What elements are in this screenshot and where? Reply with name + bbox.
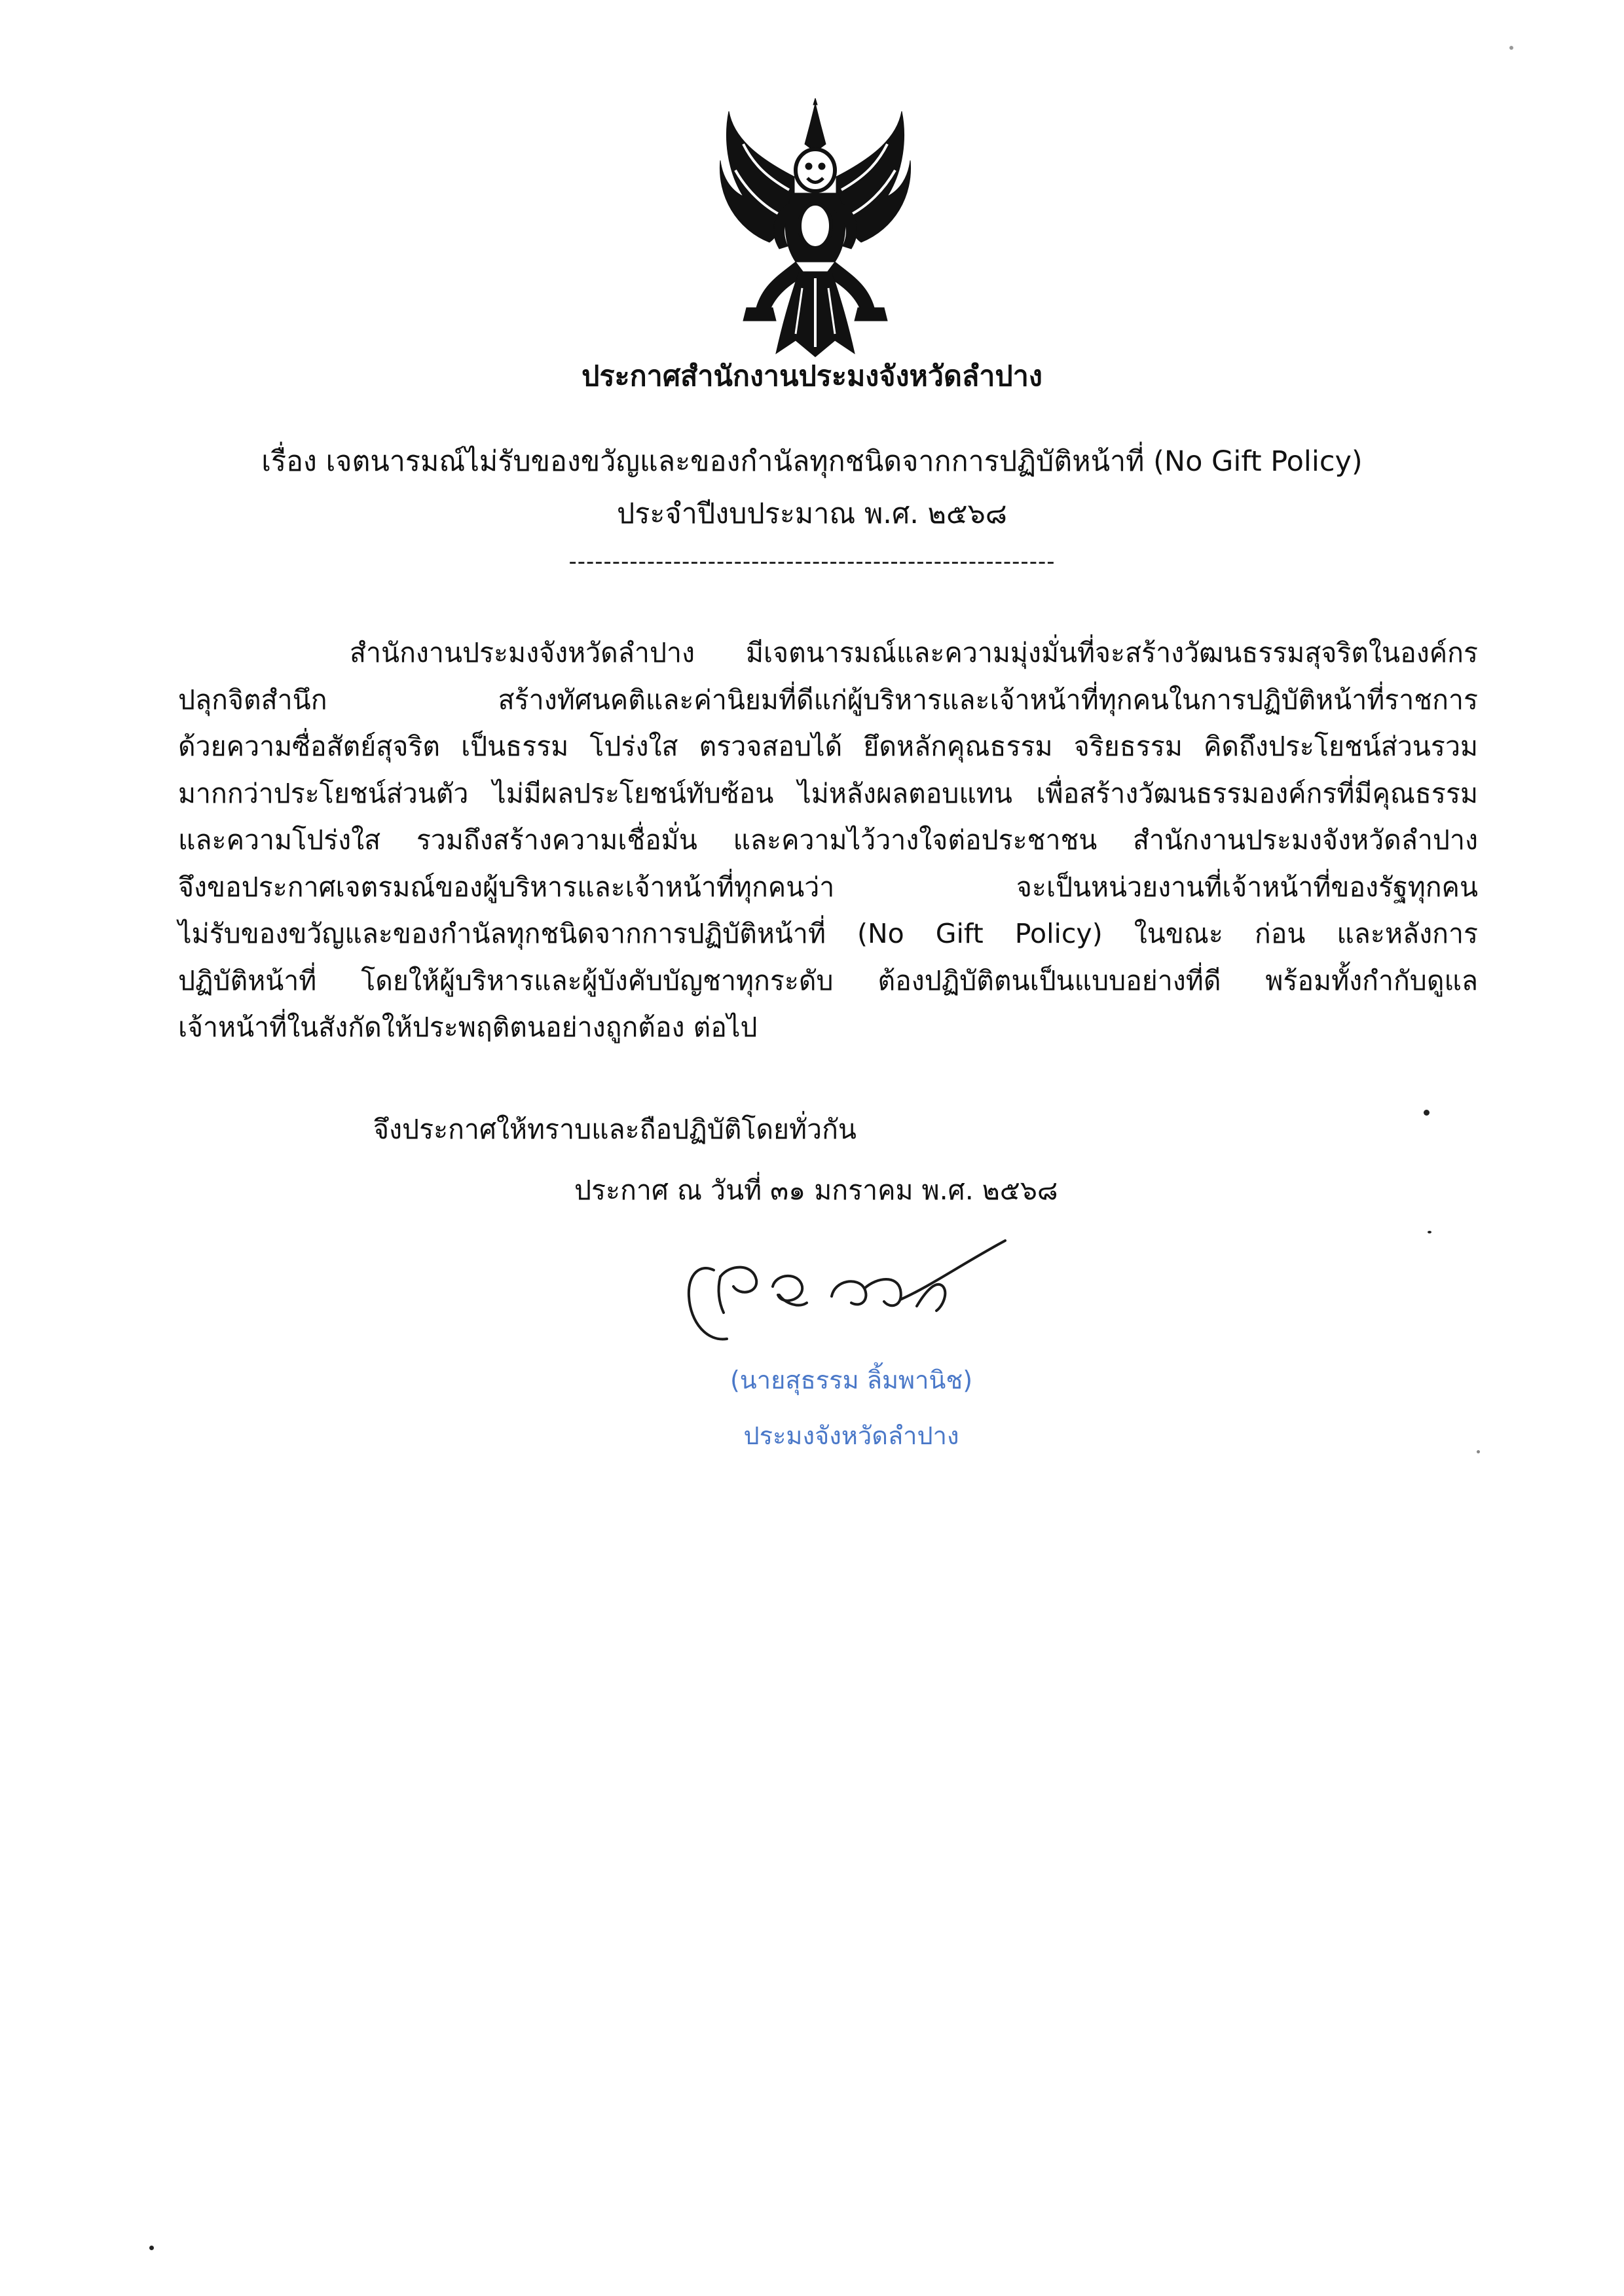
closing-statement: จึงประกาศให้ทราบและถือปฏิบัติโดยทั่วกัน: [373, 1114, 857, 1145]
signer-name: (นายสุธรรม ลิ้มพานิช): [729, 1366, 973, 1394]
body-line: ปฏิบัติหน้าที่ โดยให้ผู้บริหารและผู้บังคับบัญชาทุกระดับ ต้องปฏิบัติตนเป็นแบบอย่างที่ดี พร้อมทั้งกำกับดูแล: [178, 964, 1478, 996]
body-paragraph: [178, 630, 1478, 1051]
announcement-title: ประกาศสำนักงานประมงจังหวัดลำปาง: [581, 360, 1043, 393]
scan-speck: [1477, 1450, 1480, 1453]
scan-speck: [1428, 1231, 1431, 1233]
header-divider: --------------------------------------------------------: [568, 549, 1056, 575]
body-line: ไม่รับของขวัญและของกำนัลทุกชนิดจากการปฏิบัติหน้าที่ (No Gift Policy) ในขณะ ก่อน และหลังการ: [178, 918, 1478, 949]
body-line: สำนักงานประมงจังหวัดลำปาง มีเจตนารมณ์และความมุ่งมั่นที่จะสร้างวัฒนธรรมสุจริตในองค์กร: [350, 637, 1478, 668]
body-line: และความโปร่งใส รวมถึงสร้างความเชื่อมั่น และความไว้วางใจต่อประชาชน สำนักงานประมงจังหวัดลำปาง: [178, 824, 1478, 856]
body-line: เจ้าหน้าที่ในสังกัดให้ประพฤติตนอย่างถูกต้อง ต่อไป: [178, 1011, 758, 1043]
signer-title: ประมงจังหวัดลำปาง: [743, 1421, 959, 1450]
announcement-date: ประกาศ ณ วันที่ ๓๑ มกราคม พ.ศ. ๒๕๖๘: [574, 1175, 1058, 1206]
scan-speck: [1424, 1110, 1430, 1116]
body-line: มากกว่าประโยชน์ส่วนตัว ไม่มีผลประโยชน์ทับซ้อน ไม่หลังผลตอบแทน เพื่อสร้างวัฒนธรรมองค์กรที่มีคุณธรรม: [178, 777, 1478, 809]
handwritten-signature: [668, 1224, 1035, 1355]
garuda-emblem-icon: [717, 98, 913, 360]
body-line: ปลุกจิตสำนึก สร้างทัศนคติและค่านิยมที่ดีแก่ผู้บริหารและเจ้าหน้าที่ทุกคนในการปฏิบัติหน้าที่ราชการ: [178, 683, 1478, 716]
announcement-subject: เรื่อง เจตนารมณ์ไม่รับของขวัญและของกำนัลทุกชนิดจากการปฏิบัติหน้าที่ (No Gift Policy): [261, 445, 1363, 478]
scan-speck: [149, 2246, 154, 2250]
body-line: จึงขอประกาศเจตรมณ์ของผู้บริหารและเจ้าหน้าที่ทุกคนว่า จะเป็นหน่วยงานที่เจ้าหน้าที่ของรัฐทุกคน: [178, 871, 1478, 903]
scan-speck: [1509, 46, 1513, 50]
fiscal-year-line: ประจำปีงบประมาณ พ.ศ. ๒๕๖๘: [617, 498, 1007, 530]
body-line: ด้วยความซื่อสัตย์สุจริต เป็นธรรม โปร่งใส ตรวจสอบได้ ยึดหลักคุณธรรม จริยธรรม คิดถึงประโยชน์ส่วนรวม: [178, 731, 1478, 762]
